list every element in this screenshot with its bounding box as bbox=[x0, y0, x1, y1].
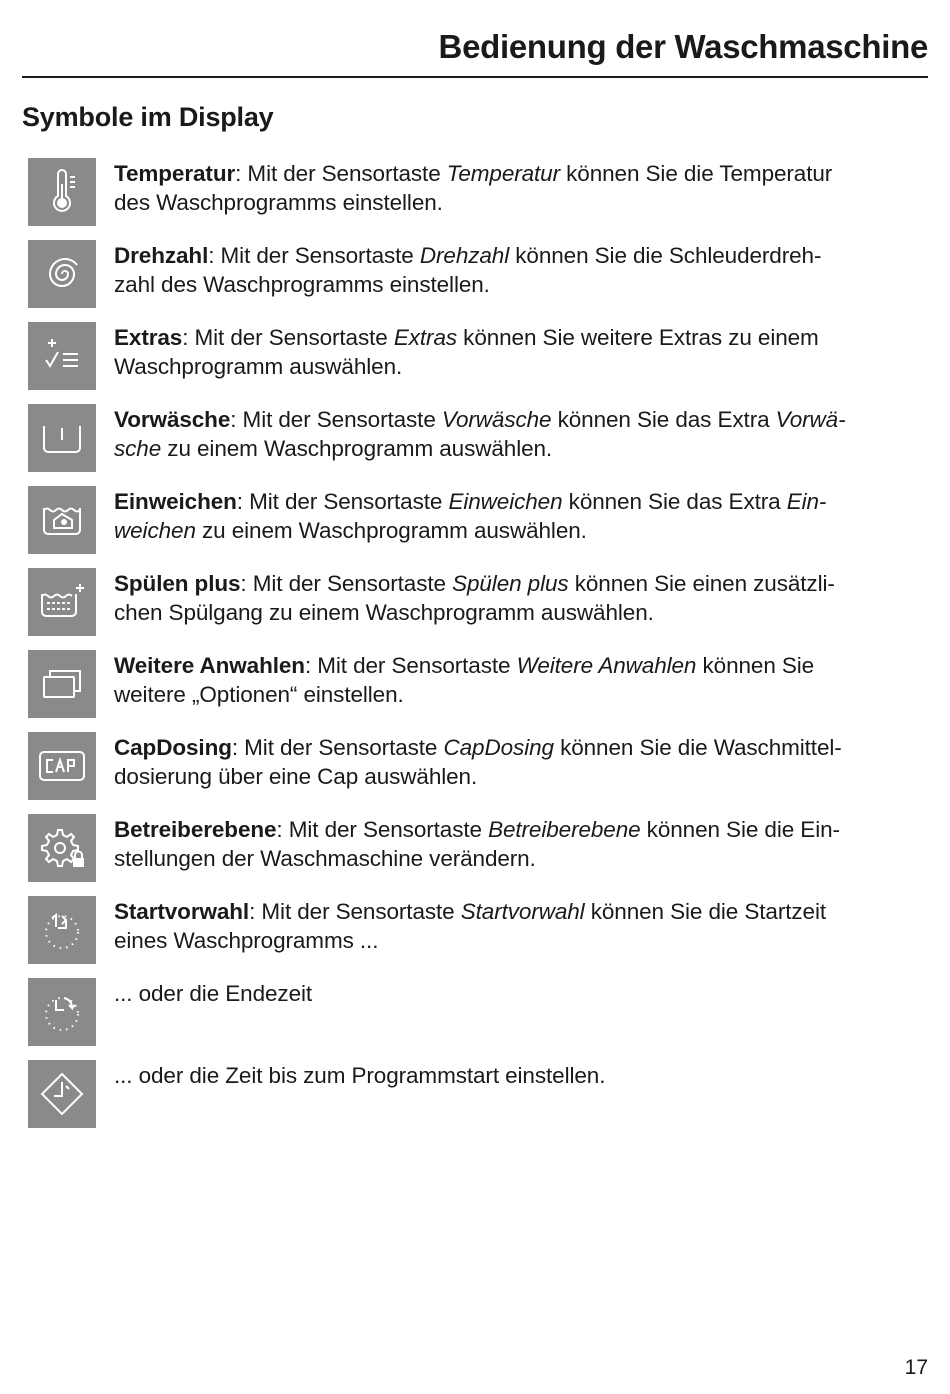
list-item bbox=[28, 568, 928, 650]
item-description: ... oder die Endezeit bbox=[114, 981, 313, 1006]
delay-start-icon bbox=[28, 896, 96, 964]
item-description: Temperatur: Mit der Sensortaste Temperatur können Sie die Temperatur des Waschprogramms einstellen. bbox=[114, 161, 833, 215]
list-item bbox=[28, 814, 928, 896]
item-description: Vorwäsche: Mit der Sensortaste Vorwäsche können Sie das Extra Vorwä- sche zu einem Waschprogramm auswählen. bbox=[114, 407, 846, 461]
list-item bbox=[28, 1060, 928, 1142]
settings-lock-icon bbox=[28, 814, 96, 882]
item-description: Einweichen: Mit der Sensortaste Einweichen können Sie das Extra Ein- weichen zu einem Waschprogramm auswählen. bbox=[114, 489, 827, 543]
list-item bbox=[28, 650, 928, 732]
symbol-list bbox=[28, 158, 928, 1142]
time-to-start-icon bbox=[28, 1060, 96, 1128]
list-item bbox=[28, 486, 928, 568]
page-header bbox=[22, 26, 928, 78]
spin-speed-icon bbox=[28, 240, 96, 308]
list-item bbox=[28, 978, 928, 1060]
soak-icon bbox=[28, 486, 96, 554]
item-description: Drehzahl: Mit der Sensortaste Drehzahl können Sie die Schleuderdreh- zahl des Waschprogramms einstellen. bbox=[114, 243, 822, 297]
item-description: Weitere Anwahlen: Mit der Sensortaste Weitere Anwahlen können Sie weitere „Optionen“ einstellen. bbox=[114, 653, 815, 707]
item-description: ... oder die Zeit bis zum Programmstart einstellen. bbox=[114, 1063, 606, 1088]
capdosing-icon bbox=[28, 732, 96, 800]
item-description: Betreiberebene: Mit der Sensortaste Betreiberebene können Sie die Ein- stellungen der Waschmaschine verändern. bbox=[114, 817, 840, 871]
item-description: Spülen plus: Mit der Sensortaste Spülen plus können Sie einen zusätzli- chen Spülgang zu einem Waschprogramm auswählen. bbox=[114, 571, 835, 625]
prewash-icon bbox=[28, 404, 96, 472]
list-item bbox=[28, 322, 928, 404]
thermometer-icon bbox=[28, 158, 96, 226]
list-item bbox=[28, 158, 928, 240]
section-title: Symbole im Display bbox=[22, 102, 274, 132]
item-description: Startvorwahl: Mit der Sensortaste Startvorwahl können Sie die Startzeit eines Waschprogramms ... bbox=[114, 899, 826, 953]
item-description: CapDosing: Mit der Sensortaste CapDosing können Sie die Waschmittel- dosierung über eine Cap auswählen. bbox=[114, 735, 842, 789]
extras-icon bbox=[28, 322, 96, 390]
rinse-plus-icon bbox=[28, 568, 96, 636]
end-time-icon bbox=[28, 978, 96, 1046]
page-title: Bedienung der Waschmaschine bbox=[438, 28, 928, 65]
item-description: Extras: Mit der Sensortaste Extras können Sie weitere Extras zu einem Waschprogramm auswählen. bbox=[114, 325, 819, 379]
more-options-icon bbox=[28, 650, 96, 718]
list-item bbox=[28, 732, 928, 814]
list-item bbox=[28, 896, 928, 978]
page-number: 17 bbox=[904, 1356, 928, 1379]
list-item bbox=[28, 404, 928, 486]
list-item bbox=[28, 240, 928, 322]
